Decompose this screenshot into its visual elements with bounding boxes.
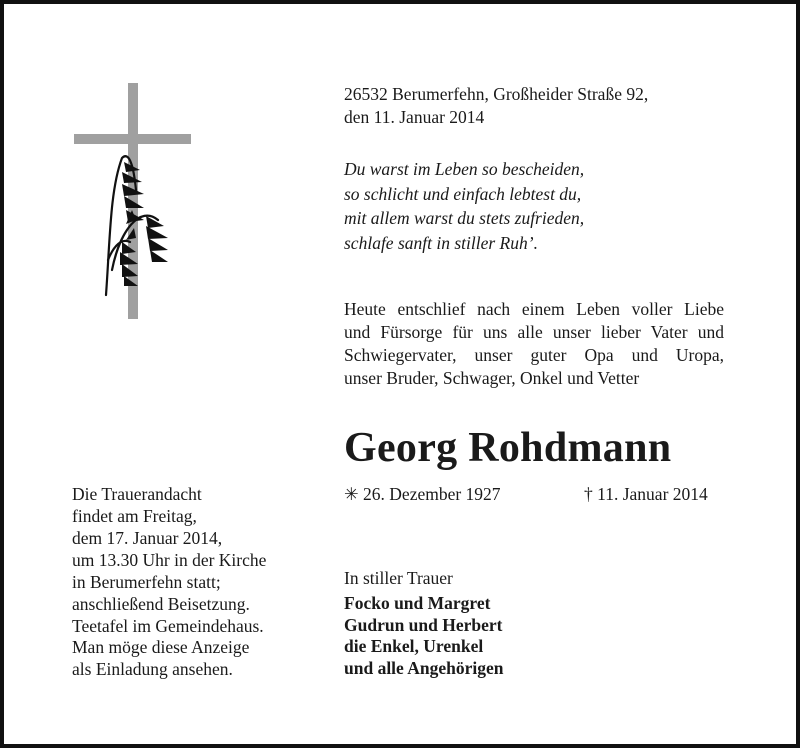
announcement-line: und Fürsorge für uns alle unser lieber Vater und: [344, 322, 724, 342]
birth-date: ✳ 26. Dezember 1927: [344, 484, 501, 504]
poem-line: so schlicht und einfach lebtest du,: [344, 183, 582, 204]
service-line: Teetafel im Gemeindehaus.: [72, 616, 264, 636]
address-block: [344, 83, 744, 129]
mourner-names: [344, 593, 503, 679]
announcement-line: Heute entschlief nach einem Leben voller Liebe: [344, 299, 724, 319]
death-date: † 11. Januar 2014: [584, 484, 708, 504]
poem-line: schlafe sanft in stiller Ruh’.: [344, 232, 538, 253]
service-line: um 13.30 Uhr in der Kirche: [72, 550, 267, 570]
date-line: den 11. Januar 2014: [344, 107, 485, 127]
announcement-line: unser Bruder, Schwager, Onkel und Vetter: [344, 368, 640, 388]
invitation-note: [72, 636, 249, 680]
mourning-intro: In stiller Trauer: [344, 568, 453, 588]
service-line: dem 17. Januar 2014,: [72, 528, 223, 548]
service-line: in Berumerfehn statt;: [72, 572, 221, 592]
invitation-line: als Einladung ansehen.: [72, 659, 233, 679]
mourner-name: Gudrun und Herbert: [344, 614, 503, 635]
deceased-name: Georg Rohdmann: [344, 425, 672, 471]
service-line: findet am Freitag,: [72, 506, 197, 526]
mourner-name: und alle Angehörigen: [344, 657, 504, 678]
service-info: [72, 483, 266, 637]
mourner-name: die Enkel, Urenkel: [344, 636, 484, 656]
invitation-line: Man möge diese Anzeige: [72, 637, 250, 657]
service-line: anschließend Beisetzung.: [72, 594, 250, 614]
poem-line: Du warst im Leben so bescheiden,: [344, 159, 585, 179]
poem-line: mit allem warst du stets zufrieden,: [344, 208, 585, 228]
poem: [344, 157, 584, 255]
mourner-name: Focko und Margret: [344, 593, 491, 613]
announcement-text: [344, 298, 724, 390]
service-line: Die Trauerandacht: [72, 484, 202, 504]
address-line: 26532 Berumerfehn, Großheider Straße 92,: [344, 84, 649, 104]
announcement-line: Schwiegervater, unser guter Opa und Uropa,: [344, 345, 724, 365]
